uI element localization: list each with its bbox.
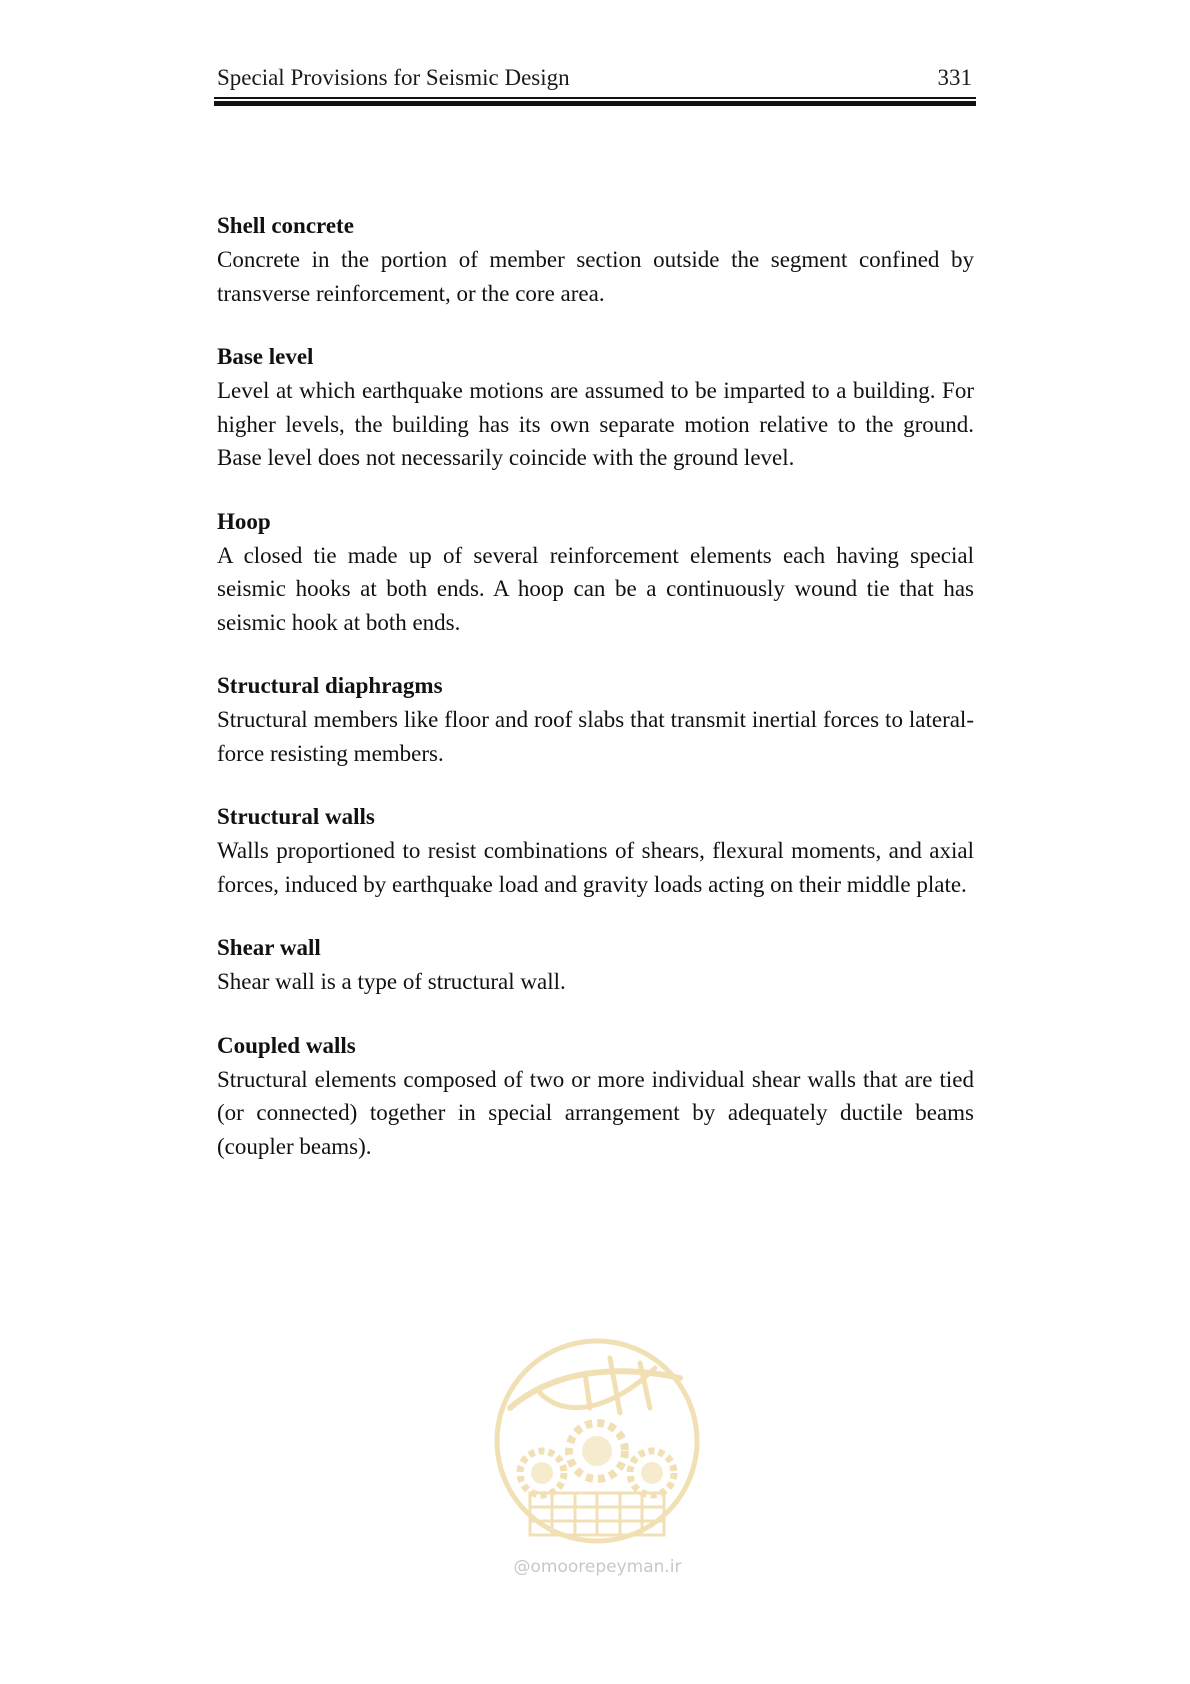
entry-hoop — [217, 508, 974, 640]
header-rule-thick — [214, 101, 976, 106]
page-number: 331 — [937, 65, 972, 90]
term-heading: Hoop — [217, 508, 271, 534]
page-header — [217, 62, 974, 92]
term-heading: Base level — [217, 344, 314, 369]
term-heading: Shell concrete — [217, 213, 354, 238]
term-heading: Shear wall — [217, 935, 321, 960]
term-definition: Walls proportioned to resist combinations of shears, flexural moments, and axial forces, induced by earthquake load and gravity loads acting on their middle plate. — [217, 838, 974, 897]
entry-structural-diaphragms — [217, 672, 974, 770]
term-definition: Level at which earthquake motions are assumed to be imparted to a building. For higher levels, the building has its own separate motion relative to the ground. Base level does not necessarily coincide with the ground level. — [217, 378, 974, 470]
entry-shell-concrete — [217, 212, 974, 310]
watermark-site: @omoorepeyman.ir — [513, 1557, 682, 1577]
term-definition: Structural elements composed of two or more individual shear walls that are tied (or connected) together in special arrangement by adequately ductile beams (coupler beams). — [217, 1066, 974, 1159]
entry-base-level — [217, 343, 974, 475]
term-heading: Structural diaphragms — [217, 673, 443, 698]
term-definition: Structural members like floor and roof slabs that transmit inertial forces to lateral-force resisting members. — [217, 707, 974, 766]
watermark-logo — [490, 1333, 705, 1585]
entry-structural-walls — [217, 803, 974, 901]
term-definition: Shear wall is a type of structural wall. — [217, 969, 566, 994]
running-title: Special Provisions for Seismic Design — [217, 65, 570, 90]
term-definition: Concrete in the portion of member section outside the segment confined by transverse reinforcement, or the core area. — [217, 247, 974, 306]
header-rule-thin — [214, 97, 976, 99]
entry-coupled-walls — [217, 1032, 974, 1164]
seal-logo-icon — [490, 1333, 705, 1553]
entry-shear-wall — [217, 934, 974, 999]
term-definition: A closed tie made up of several reinforcement elements each having special seismic hooks at both ends. A hoop can be a continuously wound tie that has seismic hook at both ends. — [217, 542, 974, 635]
term-heading: Coupled walls — [217, 1032, 356, 1058]
definitions-list — [217, 212, 974, 1196]
term-heading: Structural walls — [217, 804, 375, 829]
